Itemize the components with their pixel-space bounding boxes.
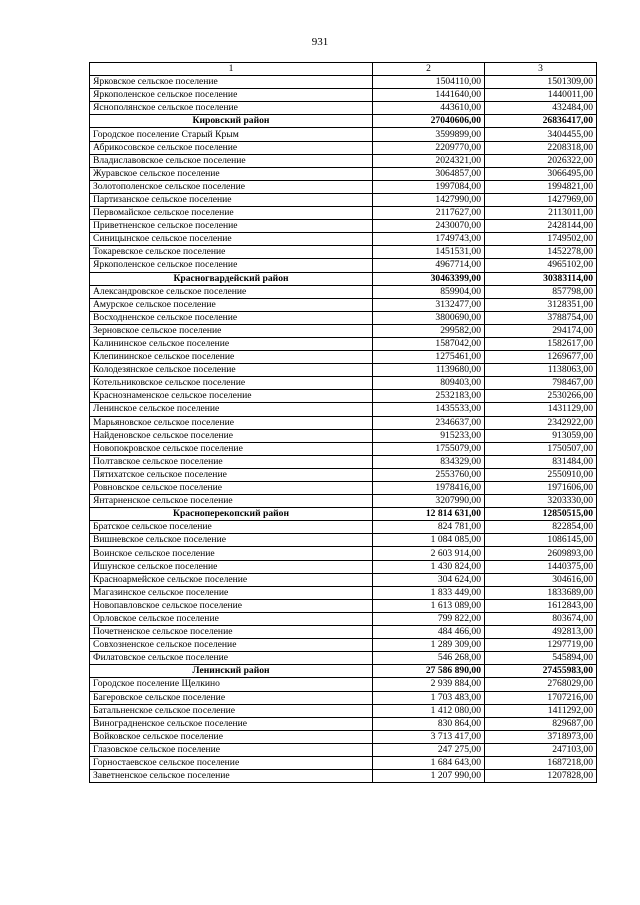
column-header-3: 3 (485, 63, 597, 76)
value-column-3-cell: 803674,00 (485, 612, 597, 625)
table-row (90, 390, 597, 403)
settlement-name-cell: Кировский район (90, 115, 373, 128)
value-column-2-cell: 3064857,00 (373, 167, 485, 180)
table-row (90, 534, 597, 547)
table-row (90, 89, 597, 102)
value-column-2-cell: 2024321,00 (373, 154, 485, 167)
settlement-name-cell: Багеровское сельское поселение (90, 691, 373, 704)
settlement-name-cell: Абрикосовское сельское поселение (90, 141, 373, 154)
value-column-3-cell: 1971606,00 (485, 482, 597, 495)
settlement-name-cell: Котельниковское сельское поселение (90, 377, 373, 390)
value-column-3-cell: 1452278,00 (485, 246, 597, 259)
value-column-3-cell: 1687218,00 (485, 756, 597, 769)
value-column-2-cell: 1 084 085,00 (373, 534, 485, 547)
settlement-name-cell: Первомайское сельское поселение (90, 207, 373, 220)
district-total-row (90, 508, 597, 521)
settlement-name-cell: Ярковское сельское поселение (90, 76, 373, 89)
value-column-3-cell: 432484,00 (485, 102, 597, 115)
value-column-3-cell: 2208318,00 (485, 141, 597, 154)
table-row (90, 691, 597, 704)
value-column-2-cell: 1 613 089,00 (373, 599, 485, 612)
value-column-3-cell: 1749502,00 (485, 233, 597, 246)
settlement-name-cell: Вишневское сельское поселение (90, 534, 373, 547)
settlement-name-cell: Зерновское сельское поселение (90, 324, 373, 337)
table-row (90, 455, 597, 468)
value-column-3-cell: 1440011,00 (485, 89, 597, 102)
value-column-2-cell: 1 412 080,00 (373, 704, 485, 717)
value-column-3-cell: 3404455,00 (485, 128, 597, 141)
table-row (90, 704, 597, 717)
settlement-name-cell: Городское поселение Щелкино (90, 678, 373, 691)
value-column-2-cell: 1441640,00 (373, 89, 485, 102)
value-column-2-cell: 834329,00 (373, 455, 485, 468)
settlement-name-cell: Красноармейское сельское поселение (90, 573, 373, 586)
value-column-2-cell: 30463399,00 (373, 272, 485, 285)
value-column-3-cell: 1994821,00 (485, 180, 597, 193)
table-row (90, 442, 597, 455)
table-row (90, 756, 597, 769)
value-column-3-cell: 545894,00 (485, 652, 597, 665)
table-body (90, 76, 597, 783)
value-column-2-cell: 27040606,00 (373, 115, 485, 128)
value-column-2-cell: 1 833 449,00 (373, 586, 485, 599)
settlement-name-cell: Красногвардейский район (90, 272, 373, 285)
value-column-3-cell: 1501309,00 (485, 76, 597, 89)
settlement-name-cell: Красноперекопский район (90, 508, 373, 521)
settlement-name-cell: Воинское сельское поселение (90, 547, 373, 560)
value-column-3-cell: 1427969,00 (485, 193, 597, 206)
value-column-3-cell: 1707216,00 (485, 691, 597, 704)
value-column-3-cell: 3203330,00 (485, 495, 597, 508)
value-column-3-cell: 2530266,00 (485, 390, 597, 403)
value-column-3-cell: 1207828,00 (485, 770, 597, 783)
table-row (90, 220, 597, 233)
settlement-name-cell: Ленинское сельское поселение (90, 403, 373, 416)
value-column-2-cell: 830 864,00 (373, 717, 485, 730)
table-row (90, 364, 597, 377)
table-row (90, 416, 597, 429)
district-total-row (90, 665, 597, 678)
value-column-3-cell: 1297719,00 (485, 639, 597, 652)
value-column-2-cell: 1 207 990,00 (373, 770, 485, 783)
settlement-name-cell: Янтарненское сельское поселение (90, 495, 373, 508)
settlement-name-cell: Журавское сельское поселение (90, 167, 373, 180)
value-column-2-cell: 1451531,00 (373, 246, 485, 259)
table-row (90, 324, 597, 337)
settlement-name-cell: Батальненское сельское поселение (90, 704, 373, 717)
value-column-3-cell: 2342922,00 (485, 416, 597, 429)
table-row (90, 770, 597, 783)
value-column-2-cell: 915233,00 (373, 429, 485, 442)
value-column-3-cell: 1750507,00 (485, 442, 597, 455)
settlement-name-cell: Ишунское сельское поселение (90, 560, 373, 573)
page-number: 931 (311, 36, 329, 48)
settlement-name-cell: Синицынское сельское поселение (90, 233, 373, 246)
value-column-2-cell: 4967714,00 (373, 259, 485, 272)
table-header-row (90, 63, 597, 76)
district-total-row (90, 115, 597, 128)
table-row (90, 626, 597, 639)
table-row (90, 233, 597, 246)
value-column-2-cell: 3 713 417,00 (373, 730, 485, 743)
table-row (90, 468, 597, 481)
value-column-3-cell: 304616,00 (485, 573, 597, 586)
value-column-3-cell: 1440375,00 (485, 560, 597, 573)
value-column-3-cell: 1431129,00 (485, 403, 597, 416)
table-row (90, 141, 597, 154)
table-row (90, 482, 597, 495)
table-row (90, 547, 597, 560)
table-row (90, 639, 597, 652)
value-column-3-cell: 1411292,00 (485, 704, 597, 717)
table-row (90, 311, 597, 324)
table-row (90, 193, 597, 206)
value-column-2-cell: 1 430 824,00 (373, 560, 485, 573)
value-column-3-cell: 3128351,00 (485, 298, 597, 311)
settlement-name-cell: Яснополянское сельское поселение (90, 102, 373, 115)
settlement-name-cell: Золотополенское сельское поселение (90, 180, 373, 193)
value-column-2-cell: 2532183,00 (373, 390, 485, 403)
settlement-name-cell: Ровновское сельское поселение (90, 482, 373, 495)
table-row (90, 128, 597, 141)
settlement-name-cell: Новопокровское сельское поселение (90, 442, 373, 455)
value-column-2-cell: 546 268,00 (373, 652, 485, 665)
value-column-3-cell: 2428144,00 (485, 220, 597, 233)
district-total-row (90, 272, 597, 285)
value-column-3-cell: 26836417,00 (485, 115, 597, 128)
value-column-3-cell: 30383114,00 (485, 272, 597, 285)
value-column-2-cell: 304 624,00 (373, 573, 485, 586)
settlement-name-cell: Заветненское сельское поселение (90, 770, 373, 783)
settlement-name-cell: Ленинский район (90, 665, 373, 678)
table-row (90, 429, 597, 442)
settlement-name-cell: Магазинское сельское поселение (90, 586, 373, 599)
value-column-2-cell: 2209770,00 (373, 141, 485, 154)
settlement-name-cell: Яркополенское сельское поселение (90, 89, 373, 102)
table-row (90, 102, 597, 115)
value-column-2-cell: 2430070,00 (373, 220, 485, 233)
settlement-name-cell: Яркополенское сельское поселение (90, 259, 373, 272)
settlement-name-cell: Восходненское сельское поселение (90, 311, 373, 324)
settlement-name-cell: Калининское сельское поселение (90, 337, 373, 350)
table-row (90, 599, 597, 612)
settlement-name-cell: Партизанское сельское поселение (90, 193, 373, 206)
table-row (90, 298, 597, 311)
table-row (90, 495, 597, 508)
value-column-2-cell: 247 275,00 (373, 743, 485, 756)
table-row (90, 573, 597, 586)
table-row (90, 678, 597, 691)
value-column-2-cell: 484 466,00 (373, 626, 485, 639)
value-column-3-cell: 798467,00 (485, 377, 597, 390)
settlement-name-cell: Глазовское сельское поселение (90, 743, 373, 756)
value-column-3-cell: 829687,00 (485, 717, 597, 730)
table-row (90, 76, 597, 89)
settlement-name-cell: Амурское сельское поселение (90, 298, 373, 311)
value-column-2-cell: 1587042,00 (373, 337, 485, 350)
settlement-name-cell: Филатовское сельское поселение (90, 652, 373, 665)
value-column-3-cell: 831484,00 (485, 455, 597, 468)
table-row (90, 717, 597, 730)
value-column-2-cell: 824 781,00 (373, 521, 485, 534)
value-column-3-cell: 857798,00 (485, 285, 597, 298)
value-column-2-cell: 1427990,00 (373, 193, 485, 206)
value-column-2-cell: 1275461,00 (373, 351, 485, 364)
value-column-2-cell: 1 289 309,00 (373, 639, 485, 652)
table-row (90, 730, 597, 743)
value-column-3-cell: 247103,00 (485, 743, 597, 756)
value-column-3-cell: 12850515,00 (485, 508, 597, 521)
value-column-3-cell: 27455983,00 (485, 665, 597, 678)
table-row (90, 403, 597, 416)
table-row (90, 154, 597, 167)
value-column-2-cell: 1749743,00 (373, 233, 485, 246)
value-column-2-cell: 2117627,00 (373, 207, 485, 220)
settlement-name-cell: Войковское сельское поселение (90, 730, 373, 743)
value-column-3-cell: 492813,00 (485, 626, 597, 639)
value-column-2-cell: 299582,00 (373, 324, 485, 337)
value-column-2-cell: 799 822,00 (373, 612, 485, 625)
budget-table (89, 62, 597, 783)
value-column-3-cell: 1582617,00 (485, 337, 597, 350)
settlement-name-cell: Приветненское сельское поселение (90, 220, 373, 233)
value-column-2-cell: 1755079,00 (373, 442, 485, 455)
value-column-2-cell: 809403,00 (373, 377, 485, 390)
settlement-name-cell: Полтавское сельское поселение (90, 455, 373, 468)
settlement-name-cell: Пятихатское сельское поселение (90, 468, 373, 481)
value-column-3-cell: 4965102,00 (485, 259, 597, 272)
column-header-2: 2 (373, 63, 485, 76)
value-column-2-cell: 27 586 890,00 (373, 665, 485, 678)
settlement-name-cell: Краснознаменское сельское поселение (90, 390, 373, 403)
value-column-3-cell: 1612843,00 (485, 599, 597, 612)
table-row (90, 351, 597, 364)
value-column-2-cell: 3132477,00 (373, 298, 485, 311)
value-column-3-cell: 3066495,00 (485, 167, 597, 180)
value-column-2-cell: 1997084,00 (373, 180, 485, 193)
value-column-3-cell: 3718973,00 (485, 730, 597, 743)
value-column-2-cell: 3800690,00 (373, 311, 485, 324)
table-row (90, 612, 597, 625)
table-row (90, 652, 597, 665)
value-column-3-cell: 1269677,00 (485, 351, 597, 364)
value-column-3-cell: 2768029,00 (485, 678, 597, 691)
value-column-2-cell: 1139680,00 (373, 364, 485, 377)
settlement-name-cell: Городское поселение Старый Крым (90, 128, 373, 141)
settlement-name-cell: Найденовское сельское поселение (90, 429, 373, 442)
settlement-name-cell: Токаревское сельское поселение (90, 246, 373, 259)
value-column-2-cell: 2 603 914,00 (373, 547, 485, 560)
value-column-2-cell: 3599899,00 (373, 128, 485, 141)
value-column-3-cell: 1086145,00 (485, 534, 597, 547)
table-row (90, 743, 597, 756)
value-column-2-cell: 1978416,00 (373, 482, 485, 495)
settlement-name-cell: Клепининское сельское поселение (90, 351, 373, 364)
value-column-3-cell: 822854,00 (485, 521, 597, 534)
settlement-name-cell: Марьяновское сельское поселение (90, 416, 373, 429)
value-column-2-cell: 443610,00 (373, 102, 485, 115)
value-column-2-cell: 1 703 483,00 (373, 691, 485, 704)
value-column-2-cell: 1435533,00 (373, 403, 485, 416)
value-column-3-cell: 3788754,00 (485, 311, 597, 324)
value-column-3-cell: 1138063,00 (485, 364, 597, 377)
value-column-2-cell: 2 939 884,00 (373, 678, 485, 691)
settlement-name-cell: Колодезянское сельское поселение (90, 364, 373, 377)
settlement-name-cell: Горностаевское сельское поселение (90, 756, 373, 769)
value-column-2-cell: 1504110,00 (373, 76, 485, 89)
table-row (90, 285, 597, 298)
settlement-name-cell: Виноградненское сельское поселение (90, 717, 373, 730)
table-row (90, 180, 597, 193)
column-header-1: 1 (90, 63, 373, 76)
table-row (90, 560, 597, 573)
table-row (90, 167, 597, 180)
settlement-name-cell: Новопавловское сельское поселение (90, 599, 373, 612)
table-row (90, 259, 597, 272)
table-row (90, 377, 597, 390)
value-column-3-cell: 2026322,00 (485, 154, 597, 167)
settlement-name-cell: Братское сельское поселение (90, 521, 373, 534)
table-row (90, 246, 597, 259)
settlement-name-cell: Орловское сельское поселение (90, 612, 373, 625)
table-row (90, 586, 597, 599)
value-column-3-cell: 1833689,00 (485, 586, 597, 599)
value-column-2-cell: 3207990,00 (373, 495, 485, 508)
table-row (90, 337, 597, 350)
value-column-3-cell: 2609893,00 (485, 547, 597, 560)
value-column-3-cell: 913059,00 (485, 429, 597, 442)
table-row (90, 207, 597, 220)
value-column-2-cell: 12 814 631,00 (373, 508, 485, 521)
value-column-2-cell: 2346637,00 (373, 416, 485, 429)
value-column-2-cell: 2553760,00 (373, 468, 485, 481)
settlement-name-cell: Владиславовское сельское поселение (90, 154, 373, 167)
value-column-3-cell: 294174,00 (485, 324, 597, 337)
value-column-2-cell: 1 684 643,00 (373, 756, 485, 769)
settlement-name-cell: Почетненское сельское поселение (90, 626, 373, 639)
value-column-2-cell: 859904,00 (373, 285, 485, 298)
table-row (90, 521, 597, 534)
value-column-3-cell: 2113011,00 (485, 207, 597, 220)
settlement-name-cell: Александровское сельское поселение (90, 285, 373, 298)
settlement-name-cell: Совхозненское сельское поселение (90, 639, 373, 652)
value-column-3-cell: 2550910,00 (485, 468, 597, 481)
